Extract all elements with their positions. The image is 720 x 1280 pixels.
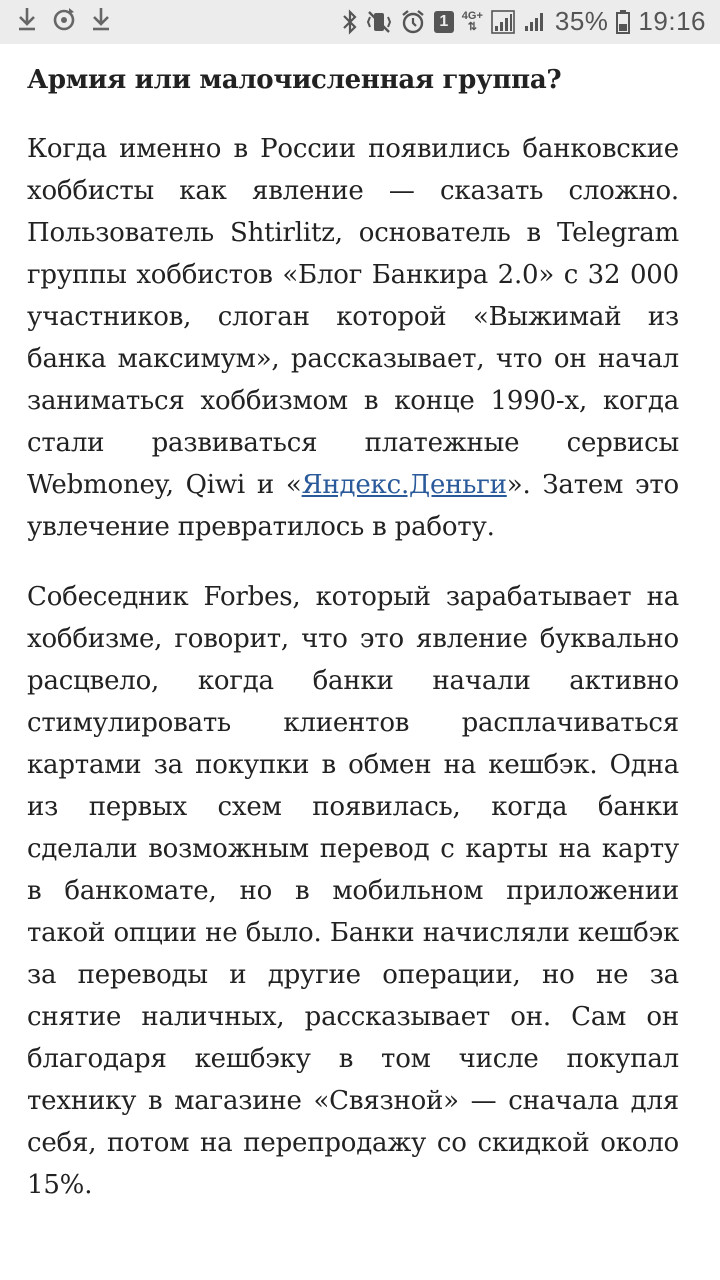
paragraph-text: ». Затем это увлечение превратилось в работу. [27, 470, 679, 542]
status-bar [0, 0, 720, 44]
network-type-label: 4G+ [461, 9, 483, 22]
signal-icon [523, 9, 547, 35]
paragraph-text: Когда именно в России появились банковские хоббисты как явление — сказать сложно. Пользователь Shtirlitz, основатель в Telegram группы хоббистов «Блог Банкира 2.0» с 32 000 участников, слоган которой «Выжимай из банка максимум», рассказывает, что он начал заниматься хоббизмом в конце 1990-х, когда стали развиваться платежные сервисы Webmoney, Qiwi и « [27, 134, 679, 500]
data-arrows-icon: ⇅ [467, 20, 477, 33]
download-icon [16, 6, 38, 32]
paragraph: Собеседник Forbes, который зарабатывает на хоббизме, говорит, что это явление буквально расцвело, когда банки начали активно стимулировать клиентов расплачиваться картами за покупки в обмен на кешбэк. Одна из первых схем появилась, когда банки сделали возможным перевод с карты на карту в банкомате, но в мобильном приложении такой опции не было. Банки начисляли кешбэк за переводы и другие операции, но не за снятие наличных, рассказывает он. Сам он благодаря кешбэку в том числе покупал технику в магазине «Связной» — сначала для себя, потом на перепродажу со скидкой около 15%. [27, 582, 679, 1200]
sim-badge: 1 [434, 11, 454, 33]
clock: 19:16 [638, 6, 706, 36]
status-bar-notifications [16, 6, 112, 32]
signal-icon [491, 9, 515, 35]
bluetooth-icon [342, 9, 358, 35]
battery-percent: 35% [554, 6, 609, 36]
yandex-money-link[interactable]: Яндекс.Деньги [301, 470, 507, 500]
status-bar-system [342, 6, 706, 37]
download-icon [90, 6, 112, 32]
section-heading: Армия или малочисленная группа? [27, 65, 562, 95]
paragraph [27, 128, 679, 548]
vibrate-icon [366, 9, 392, 35]
battery-icon [616, 9, 630, 35]
article-body [27, 58, 679, 1234]
sync-icon [52, 6, 76, 32]
alarm-icon [400, 9, 426, 35]
network-4g-icon [462, 11, 483, 33]
